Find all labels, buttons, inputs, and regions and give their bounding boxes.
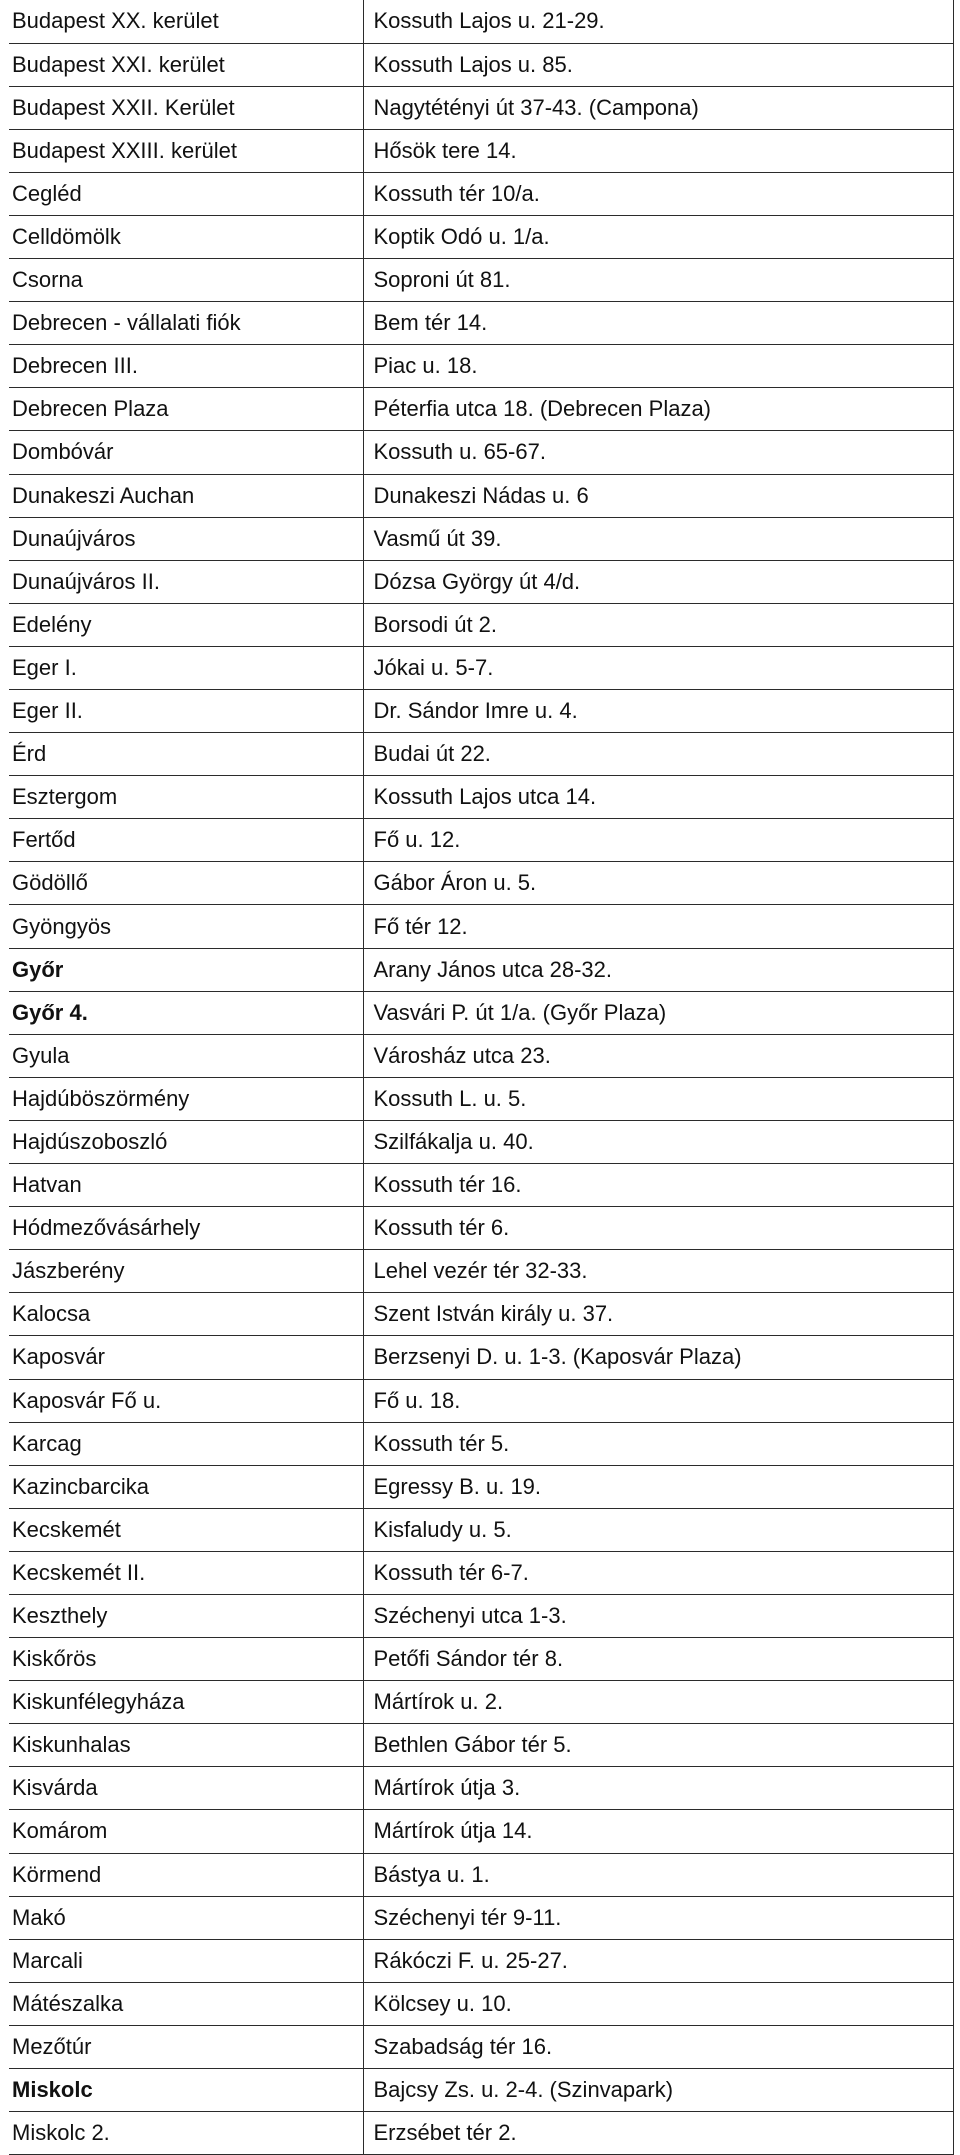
- branch-address-cell: Soproni út 81.: [363, 259, 953, 302]
- branch-address-cell: Kossuth Lajos u. 85.: [363, 43, 953, 86]
- branch-address-cell: Széchenyi tér 9-11.: [363, 1896, 953, 1939]
- branch-city-cell: Gyöngyös: [9, 905, 363, 948]
- branch-city-cell: Gödöllő: [9, 862, 363, 905]
- table-row: [9, 302, 953, 345]
- table-row: [9, 129, 953, 172]
- table-row: [9, 905, 953, 948]
- table-row: [9, 1207, 953, 1250]
- branch-city-cell: Körmend: [9, 1853, 363, 1896]
- branch-city-cell: Keszthely: [9, 1594, 363, 1637]
- table-row: [9, 1810, 953, 1853]
- branch-address-cell: Berzsenyi D. u. 1-3. (Kaposvár Plaza): [363, 1336, 953, 1379]
- branch-city-cell: Budapest XXI. kerület: [9, 43, 363, 86]
- table-row: [9, 733, 953, 776]
- branch-city-cell: Mezőtúr: [9, 2025, 363, 2068]
- branch-city-cell: Kecskemét: [9, 1508, 363, 1551]
- branch-address-cell: Dunakeszi Nádas u. 6: [363, 474, 953, 517]
- branch-address-cell: Erzsébet tér 2.: [363, 2112, 953, 2155]
- table-row: [9, 388, 953, 431]
- branch-address-cell: Borsodi út 2.: [363, 603, 953, 646]
- branch-city-cell: Mátészalka: [9, 1982, 363, 2025]
- table-row: [9, 0, 953, 43]
- branch-address-cell: Bethlen Gábor tér 5.: [363, 1724, 953, 1767]
- table-row: [9, 474, 953, 517]
- branch-city-cell: Érd: [9, 733, 363, 776]
- branch-city-cell: Kalocsa: [9, 1293, 363, 1336]
- branch-address-cell: Dózsa György út 4/d.: [363, 560, 953, 603]
- table-row: [9, 1551, 953, 1594]
- table-row: [9, 819, 953, 862]
- table-row: [9, 2025, 953, 2068]
- branch-address-cell: Koptik Odó u. 1/a.: [363, 215, 953, 258]
- table-row: [9, 1164, 953, 1207]
- branch-address-cell: Nagytétényi út 37-43. (Campona): [363, 86, 953, 129]
- branch-city-cell: Cegléd: [9, 172, 363, 215]
- branch-city-cell: Hódmezővásárhely: [9, 1207, 363, 1250]
- branch-address-cell: Hősök tere 14.: [363, 129, 953, 172]
- table-row: [9, 1508, 953, 1551]
- branch-city-cell: Kaposvár: [9, 1336, 363, 1379]
- branch-address-cell: Kossuth u. 65-67.: [363, 431, 953, 474]
- branch-city-cell: Eger I.: [9, 646, 363, 689]
- table-row: [9, 86, 953, 129]
- table-row: [9, 215, 953, 258]
- branch-address-cell: Petőfi Sándor tér 8.: [363, 1638, 953, 1681]
- branch-city-cell: Csorna: [9, 259, 363, 302]
- branch-address-cell: Mártírok útja 14.: [363, 1810, 953, 1853]
- branch-city-cell: Celldömölk: [9, 215, 363, 258]
- table-row: [9, 1638, 953, 1681]
- branch-city-cell: Eger II.: [9, 690, 363, 733]
- table-row: [9, 1465, 953, 1508]
- branch-address-cell: Városház utca 23.: [363, 1034, 953, 1077]
- branch-address-cell: Fő tér 12.: [363, 905, 953, 948]
- table-row: [9, 1293, 953, 1336]
- branch-address-cell: Kölcsey u. 10.: [363, 1982, 953, 2025]
- branch-address-cell: Kossuth tér 6-7.: [363, 1551, 953, 1594]
- branch-city-cell: Kiskőrös: [9, 1638, 363, 1681]
- branch-city-cell: Budapest XXIII. kerület: [9, 129, 363, 172]
- branch-address-cell: Vasmű út 39.: [363, 517, 953, 560]
- branch-address-cell: Kossuth tér 6.: [363, 1207, 953, 1250]
- branch-address-cell: Mártírok útja 3.: [363, 1767, 953, 1810]
- table-row: [9, 560, 953, 603]
- branch-address-cell: Rákóczi F. u. 25-27.: [363, 1939, 953, 1982]
- table-row: [9, 431, 953, 474]
- branch-city-cell: Edelény: [9, 603, 363, 646]
- branch-address-cell: Arany János utca 28-32.: [363, 948, 953, 991]
- branch-address-cell: Egressy B. u. 19.: [363, 1465, 953, 1508]
- branch-city-cell: Hajdúböszörmény: [9, 1077, 363, 1120]
- branch-city-cell: Hatvan: [9, 1164, 363, 1207]
- branch-address-cell: Kossuth tér 5.: [363, 1422, 953, 1465]
- table-row: [9, 1939, 953, 1982]
- branch-city-cell: Karcag: [9, 1422, 363, 1465]
- branch-city-cell: Gyula: [9, 1034, 363, 1077]
- branch-city-cell: Kazincbarcika: [9, 1465, 363, 1508]
- branch-city-cell: Győr 4.: [9, 991, 363, 1034]
- table-row: [9, 517, 953, 560]
- branch-list-page: [9, 0, 953, 2155]
- branch-address-cell: Szilfákalja u. 40.: [363, 1120, 953, 1163]
- table-row: [9, 1422, 953, 1465]
- table-row: [9, 1724, 953, 1767]
- branch-address-cell: Kossuth tér 16.: [363, 1164, 953, 1207]
- branch-address-cell: Szabadság tér 16.: [363, 2025, 953, 2068]
- table-row: [9, 1896, 953, 1939]
- branch-address-cell: Kossuth Lajos utca 14.: [363, 776, 953, 819]
- table-row: [9, 991, 953, 1034]
- branch-city-cell: Makó: [9, 1896, 363, 1939]
- branch-city-cell: Budapest XX. kerület: [9, 0, 363, 43]
- branch-address-cell: Kossuth tér 10/a.: [363, 172, 953, 215]
- table-row: [9, 862, 953, 905]
- table-row: [9, 1594, 953, 1637]
- branch-address-cell: Jókai u. 5-7.: [363, 646, 953, 689]
- branch-address-cell: Kisfaludy u. 5.: [363, 1508, 953, 1551]
- table-row: [9, 43, 953, 86]
- branch-address-cell: Piac u. 18.: [363, 345, 953, 388]
- branch-address-cell: Széchenyi utca 1-3.: [363, 1594, 953, 1637]
- table-row: [9, 1120, 953, 1163]
- table-row: [9, 1982, 953, 2025]
- branch-city-cell: Miskolc 2.: [9, 2112, 363, 2155]
- branch-address-cell: Kossuth L. u. 5.: [363, 1077, 953, 1120]
- table-row: [9, 690, 953, 733]
- branch-address-cell: Budai út 22.: [363, 733, 953, 776]
- table-row: [9, 2069, 953, 2112]
- branch-address-cell: Vasvári P. út 1/a. (Győr Plaza): [363, 991, 953, 1034]
- branch-city-cell: Dunakeszi Auchan: [9, 474, 363, 517]
- table-row: [9, 172, 953, 215]
- branch-address-table: [9, 0, 954, 2155]
- branch-city-cell: Kecskemét II.: [9, 1551, 363, 1594]
- branch-city-cell: Debrecen Plaza: [9, 388, 363, 431]
- branch-address-cell: Gábor Áron u. 5.: [363, 862, 953, 905]
- branch-address-cell: Bem tér 14.: [363, 302, 953, 345]
- branch-address-cell: Kossuth Lajos u. 21-29.: [363, 0, 953, 43]
- branch-address-cell: Bástya u. 1.: [363, 1853, 953, 1896]
- branch-city-cell: Debrecen III.: [9, 345, 363, 388]
- branch-city-cell: Dunaújváros: [9, 517, 363, 560]
- branch-address-cell: Bajcsy Zs. u. 2-4. (Szinvapark): [363, 2069, 953, 2112]
- table-row: [9, 1379, 953, 1422]
- branch-table-body: [9, 0, 953, 2155]
- branch-city-cell: Marcali: [9, 1939, 363, 1982]
- branch-address-cell: Szent István király u. 37.: [363, 1293, 953, 1336]
- branch-city-cell: Kiskunfélegyháza: [9, 1681, 363, 1724]
- table-row: [9, 1034, 953, 1077]
- branch-city-cell: Dombóvár: [9, 431, 363, 474]
- branch-address-cell: Fő u. 12.: [363, 819, 953, 862]
- branch-city-cell: Fertőd: [9, 819, 363, 862]
- table-row: [9, 1681, 953, 1724]
- table-row: [9, 646, 953, 689]
- branch-city-cell: Jászberény: [9, 1250, 363, 1293]
- branch-address-cell: Péterfia utca 18. (Debrecen Plaza): [363, 388, 953, 431]
- table-row: [9, 1336, 953, 1379]
- branch-address-cell: Lehel vezér tér 32-33.: [363, 1250, 953, 1293]
- branch-city-cell: Komárom: [9, 1810, 363, 1853]
- table-row: [9, 2112, 953, 2155]
- branch-address-cell: Fő u. 18.: [363, 1379, 953, 1422]
- branch-city-cell: Debrecen - vállalati fiók: [9, 302, 363, 345]
- table-row: [9, 1077, 953, 1120]
- branch-address-cell: Mártírok u. 2.: [363, 1681, 953, 1724]
- table-row: [9, 1250, 953, 1293]
- table-row: [9, 948, 953, 991]
- branch-address-cell: Dr. Sándor Imre u. 4.: [363, 690, 953, 733]
- branch-city-cell: Győr: [9, 948, 363, 991]
- branch-city-cell: Kisvárda: [9, 1767, 363, 1810]
- table-row: [9, 1767, 953, 1810]
- table-row: [9, 259, 953, 302]
- branch-city-cell: Budapest XXII. Kerület: [9, 86, 363, 129]
- table-row: [9, 603, 953, 646]
- table-row: [9, 776, 953, 819]
- branch-city-cell: Hajdúszoboszló: [9, 1120, 363, 1163]
- branch-city-cell: Kiskunhalas: [9, 1724, 363, 1767]
- branch-city-cell: Miskolc: [9, 2069, 363, 2112]
- table-row: [9, 345, 953, 388]
- branch-city-cell: Esztergom: [9, 776, 363, 819]
- branch-city-cell: Dunaújváros II.: [9, 560, 363, 603]
- branch-city-cell: Kaposvár Fő u.: [9, 1379, 363, 1422]
- table-row: [9, 1853, 953, 1896]
